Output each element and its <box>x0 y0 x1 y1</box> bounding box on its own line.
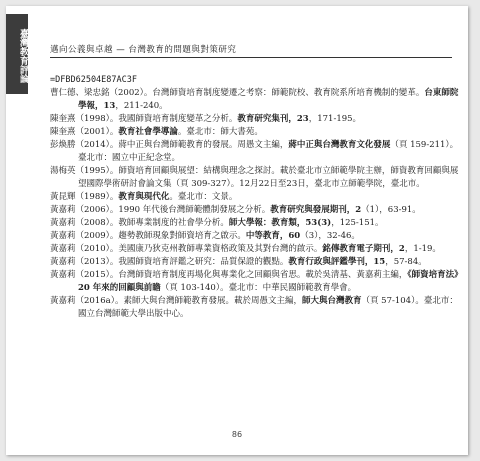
reference-source-title: 教育行政與評鑑學刊，15 <box>288 257 386 267</box>
reference-source-title: 教育社會學導論 <box>118 127 178 137</box>
header-rule <box>50 57 452 58</box>
reference-source-title: 師大與台灣教育 <box>301 296 362 306</box>
chapter-side-tab: 臺灣教育評論 <box>6 14 28 94</box>
reference-source-title: 蔣中正與台灣教育文化發展 <box>288 140 391 150</box>
reference-entry <box>50 87 462 113</box>
reference-text: （頁 103-140）。臺北市：中華民國師範教育學會。 <box>160 283 357 293</box>
reference-entry <box>50 126 462 139</box>
reference-text: ，1-19。 <box>404 244 441 254</box>
page-number: 86 <box>231 430 243 439</box>
reference-text: 黃嘉莉（2009）。趨勢教師現象對師資培育之啟示。 <box>50 231 246 241</box>
reference-text: ，57-84。 <box>385 257 427 267</box>
reference-text: 黃嘉莉（2016a）。素師大與台灣師範教育發展。載於周愚文主編， <box>50 296 302 306</box>
reference-entry <box>50 256 462 269</box>
reference-text: 黃嘉莉（2015）。台灣師資培育制度再場化與專業化之回顧與省思。載於吳清基、黃嘉莉主編， <box>50 270 408 280</box>
reference-source-title: 教育與現代化 <box>118 192 170 202</box>
reference-text: ，211-240。 <box>115 101 168 111</box>
reference-text: 黃嘉莉（2013）。我國師資培育評鑑之研究：品質保證的觀點。 <box>50 257 289 267</box>
reference-text: ，125-151。 <box>331 218 384 228</box>
reference-entry <box>50 74 462 87</box>
reference-text: 彭煥勝（2014）。蔣中正與台灣師範教育的發展。周愚文主編， <box>50 140 289 150</box>
reference-source-title: 教育研究與發展期刊，2 <box>270 205 362 215</box>
reference-entry <box>50 113 462 126</box>
reference-text: 湯梅英（1995）。師資培育回顧與展望：結構與理念之探討。載於臺北市立師範學院主辦，師資教育回顧與展望國際學術研討會論文集（頁 309-327）。12月22日至23日，臺北市立師範學院，臺北市。 <box>50 166 459 189</box>
reference-source-title: 中等教育，60 <box>245 231 301 241</box>
reference-text: 曹仁德、梁忠銘（2002）。台灣師資培育制度變遷之考察：師範院校、教育院系所培育機制的變革。 <box>50 88 425 98</box>
reference-text: =DFBD62504E87AC3F <box>50 75 137 85</box>
reference-entry <box>50 165 462 191</box>
reference-text: 黃嘉莉（2010）。美國康乃狄克州教師專業資格政策及其對台灣的啟示。 <box>50 244 323 254</box>
reference-source-title: 《師資培育法》20 年來的回顧與前瞻 <box>78 270 459 293</box>
reference-entry <box>50 230 462 243</box>
reference-text: 黃昆輝（1989）。 <box>50 192 119 202</box>
reference-entry <box>50 139 462 165</box>
reference-text: 黃嘉莉（2006）。1990 年代後台灣師範體制發展之分析。 <box>50 205 271 215</box>
reference-entry <box>50 204 462 217</box>
reference-list <box>50 74 462 321</box>
reference-entry <box>50 217 462 230</box>
reference-source-title: 台東師院學報，13 <box>78 88 459 111</box>
reference-text: （3），32-46。 <box>300 231 360 241</box>
reference-source-title: 銘傳教育電子期刊，2 <box>322 244 405 254</box>
reference-entry <box>50 295 462 321</box>
reference-text: 陳奎熹（1998）。我國師資培育制度變革之分析。 <box>50 114 238 124</box>
reference-text: 黃嘉莉（2008）。教師專業制度的社會學分析。 <box>50 218 229 228</box>
running-header: 邁向公義與卓越 — 台灣教育的問題與對策研究 <box>50 45 237 55</box>
reference-text: 。臺北市：文景。 <box>169 192 238 202</box>
reference-text: （頁 57-104）。臺北市：國立台灣師範大學出版中心。 <box>78 296 458 319</box>
reference-source-title: 師大學報：教育類，53(3) <box>228 218 332 228</box>
reference-text: 陳奎熹（2001）。 <box>50 127 119 137</box>
reference-entry <box>50 269 462 295</box>
reference-text: 。臺北市：師大書苑。 <box>177 127 263 137</box>
document-page <box>6 6 468 455</box>
reference-text: （頁 159-211）。臺北市：國立中正紀念堂。 <box>78 140 459 163</box>
reference-source-title: 教育研究集刊，23 <box>237 114 309 124</box>
reference-entry <box>50 243 462 256</box>
reference-text: （1），63-91。 <box>361 205 421 215</box>
reference-entry <box>50 191 462 204</box>
reference-text: ，171-195。 <box>308 114 362 124</box>
